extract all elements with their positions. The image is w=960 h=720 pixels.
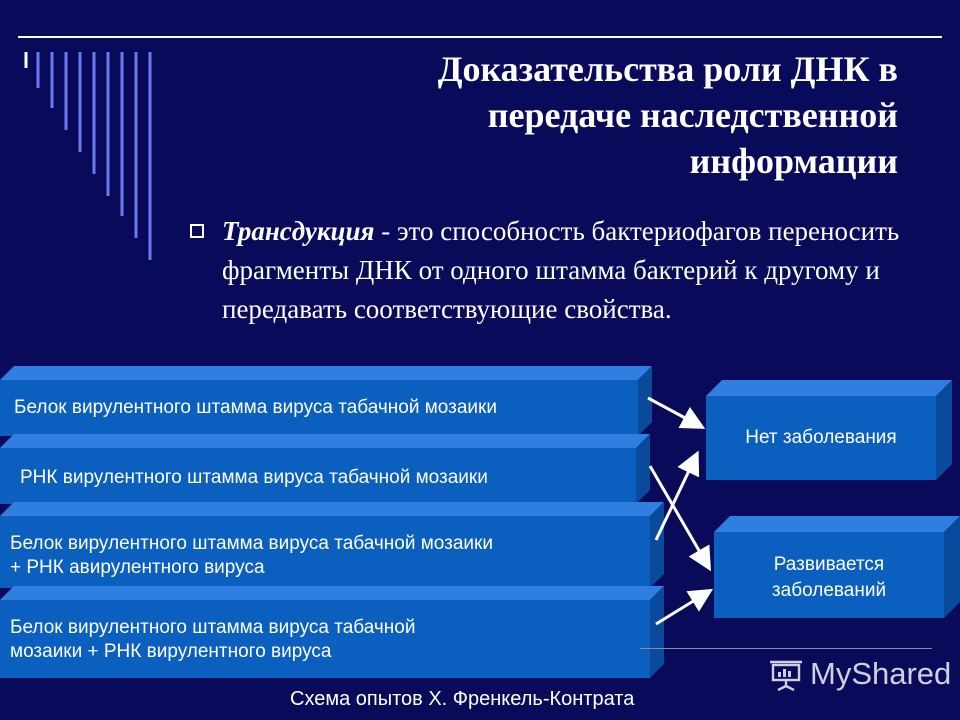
arrow-2 <box>650 466 708 566</box>
experiment-label-4: Белок вирулентного штамма вируса табачной мозаики + РНК вирулентного вируса <box>10 617 416 662</box>
bullet-definition: - это способность бактериофагов переносить фрагменты ДНК от одного штамма бактерий к другому и передавать соответствующие свойства. <box>222 216 900 324</box>
arrow-1 <box>648 398 700 426</box>
outcome-label-2: Развивается заболеваний <box>771 554 887 601</box>
outcome-label-1: Нет заболевания <box>745 427 897 448</box>
logo-text: MyShared <box>810 656 952 691</box>
arrow-4 <box>656 592 708 624</box>
myshared-logo <box>768 652 951 696</box>
experiment-label-3: Белок вирулентного штамма вируса табачной мозаики + РНК авирулентного вируса <box>10 533 493 578</box>
presentation-board-icon <box>768 657 804 691</box>
diagram-caption: Схема опытов Х. Френкель-Контрата <box>290 688 635 710</box>
experiment-label-1: Белок вирулентного штамма вируса табачной мозаики <box>14 397 497 418</box>
slide-title: Доказательства роли ДНК в передаче наследственной информации <box>437 49 898 181</box>
bullet-term: Трансдукция <box>222 216 375 246</box>
arrow-3 <box>656 456 696 540</box>
experiment-label-2: РНК вирулентного штамма вируса табачной мозаики <box>20 467 488 488</box>
bottom-divider <box>640 648 932 649</box>
